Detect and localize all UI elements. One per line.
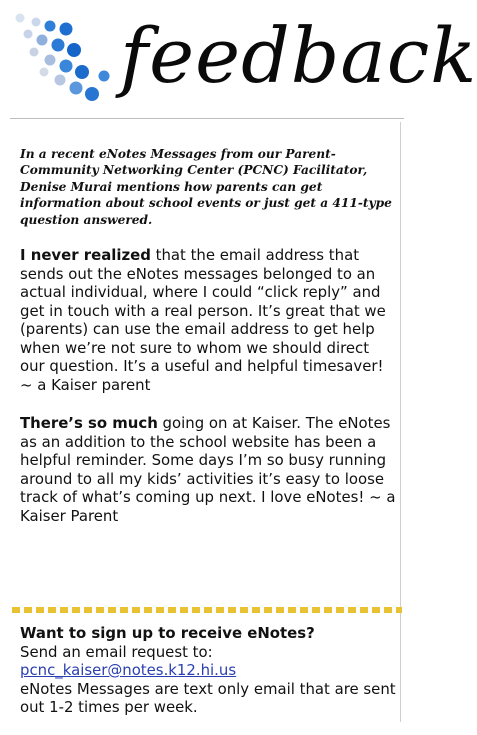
dashed-divider (12, 607, 402, 613)
main-content (20, 146, 398, 545)
quote-paragraph-2 (20, 414, 398, 525)
signup-instruction: Send an email request to: (20, 642, 213, 661)
signup-section (20, 624, 400, 717)
logo-dots-icon (14, 8, 124, 108)
header-divider (10, 118, 404, 119)
signup-note: eNotes Messages are text only email that are sent out 1-2 times per week. (20, 679, 396, 716)
quote-text: that the email address that sends out the eNotes messages belonged to an actual individual, where I could “click reply” and get in touch with a real person. It’s great that we (parents) can use the email address to get help when we’re not sure to whom we should direct our question. It’s a useful and helpful timesaver! ~ a Kaiser parent (20, 246, 386, 394)
quote-lead: I never realized (20, 246, 151, 265)
signup-heading: Want to sign up to receive eNotes? (20, 624, 315, 642)
page-title: feedback (120, 11, 477, 100)
side-divider (400, 122, 401, 722)
quote-lead: There’s so much (20, 414, 158, 433)
header (0, 0, 477, 120)
quote-text: going on at Kaiser. The eNotes as an addition to the school website has been a helpful reminder. Some days I’m so busy running around to all my kids’ activities it’s easy to loose track of what’s coming up next. I love eNotes! ~ a Kaiser Parent (20, 414, 396, 525)
signup-email-link[interactable]: pcnc_kaiser@notes.k12.hi.us (20, 661, 237, 679)
quote-paragraph-1 (20, 246, 398, 394)
intro-paragraph: In a recent eNotes Messages from our Parent-Community Networking Center (PCNC) Facilitator, Denise Murai mentions how parents can get information about school events or just get a 411-type question answered. (20, 147, 392, 227)
